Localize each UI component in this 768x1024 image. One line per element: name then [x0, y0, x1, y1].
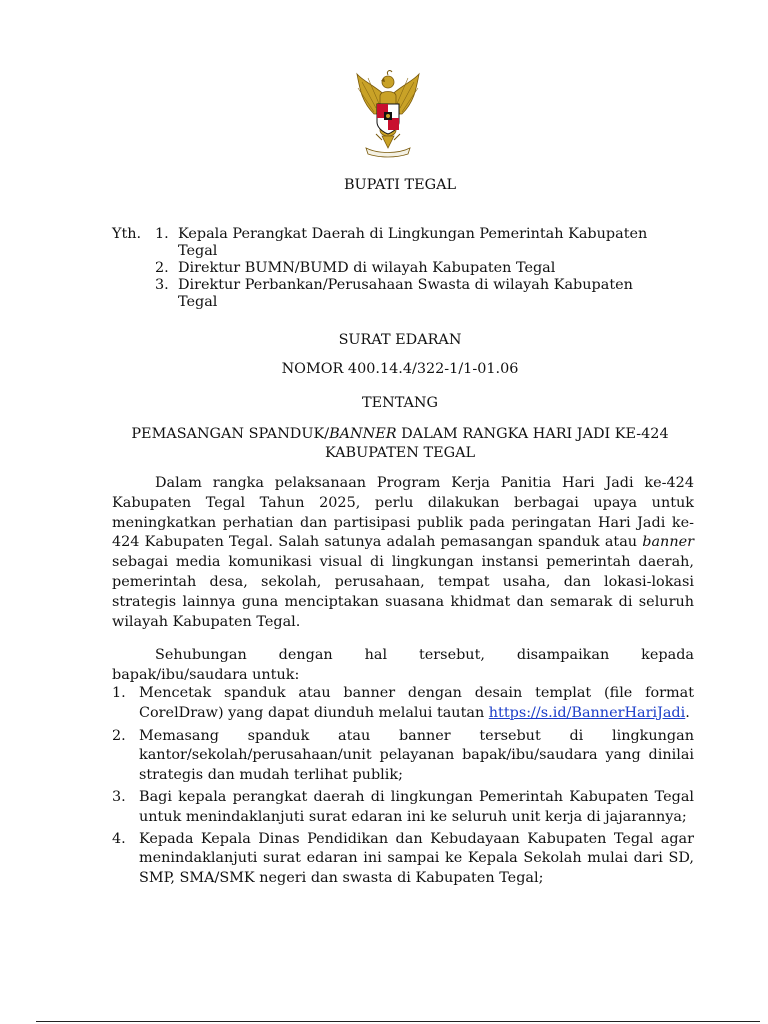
addressee-number: 2. — [155, 260, 169, 276]
paragraph2-line-1: Sehubungan dengan hal tersebut, disampaikan kepada — [155, 647, 694, 663]
paragraph1-part-b: sebagai media komunikasi visual di lingkungan instansi pemerintah daerah, pemerintah desa, sekolah, perusahaan, tempat usaha, dan lokasi-lokasi strategis lainnya guna menciptakan suasana khidmat dan semarak di seluruh wilayah Kabupaten Tegal. — [112, 554, 694, 630]
instruction-item — [112, 788, 694, 828]
addressee-text: Kepala Perangkat Daerah di Lingkungan Pemerintah Kabupaten Tegal — [178, 226, 648, 259]
instruction-number: 1. — [112, 685, 126, 701]
instruction-text: Memasang spanduk atau banner tersebut di lingkungan kantor/sekolah/perusahaan/unit pelayanan bapak/ibu/saudara yang dinilai strategis dan mudah terlihat publik; — [139, 727, 694, 784]
document-type: SURAT EDARAN — [338, 332, 462, 348]
document-subject — [80, 425, 720, 463]
instruction-list — [112, 684, 694, 889]
addressee-list — [155, 226, 675, 311]
instruction-number: 4. — [112, 830, 126, 847]
subject-italic: BANNER — [329, 426, 397, 442]
addressee-item — [155, 260, 675, 277]
addressee-text: Direktur BUMN/BUMD di wilayah Kabupaten Tegal — [178, 260, 556, 276]
document-number: NOMOR 400.14.4/322-1/1-01.06 — [281, 361, 519, 377]
paragraph1-italic: banner — [642, 534, 694, 551]
instruction-item — [112, 684, 694, 724]
banner-download-link[interactable]: https://s.id/BannerHariJadi — [488, 704, 686, 721]
instruction-text: Mencetak spanduk atau banner dengan desain templat (file format CorelDraw) yang dapat diunduh melalui tautan — [139, 685, 694, 721]
instruction-text: Kepada Kepala Dinas Pendidikan dan Kebudayaan Kabupaten Tegal agar menindaklanjuti surat edaran ini sampai ke Kepala Sekolah mulai dari SD, SMP, SMA/SMK negeri dan swasta di Kabupaten Tegal; — [139, 830, 694, 887]
garuda-pancasila-emblem-icon — [354, 68, 422, 158]
addressee-text: Direktur Perbankan/Perusahaan Swasta di wilayah Kabupaten Tegal — [178, 277, 633, 310]
about-label: TENTANG — [362, 395, 438, 411]
instruction-text-end: . — [685, 704, 690, 721]
instruction-item — [112, 830, 694, 889]
instruction-number: 2. — [112, 727, 126, 744]
addressee-number: 3. — [155, 277, 169, 293]
subject-line-2: KABUPATEN TEGAL — [324, 445, 476, 461]
issuer-title: BUPATI TEGAL — [343, 177, 457, 193]
paragraph2-line-2: bapak/ibu/saudara untuk: — [112, 666, 300, 683]
instruction-number: 3. — [112, 788, 126, 805]
instruction-text: Bagi kepala perangkat daerah di lingkungan Pemerintah Kabupaten Tegal untuk menindaklanjuti surat edaran ini ke seluruh unit kerja di jajarannya; — [139, 788, 694, 825]
addressee-number: 1. — [155, 226, 169, 242]
addressee-item — [155, 277, 675, 311]
subject-suffix: DALAM RANGKA HARI JADI KE-424 — [396, 426, 669, 442]
instruction-item — [112, 727, 694, 786]
body-paragraph-1 — [112, 474, 694, 632]
addressee-label: Yth. — [112, 226, 142, 242]
subject-prefix: PEMASANGAN SPANDUK/ — [131, 426, 330, 442]
paragraph1-part-a: Dalam rangka pelaksanaan Program Kerja Panitia Hari Jadi ke-424 Kabupaten Tegal Tahun 2025, perlu dilakukan berbagai upaya untuk meningkatkan perhatian dan partisipasi publik pada peringatan Hari Jadi ke-424 Kabupaten Tegal. Salah satunya adalah pemasangan spanduk atau — [112, 475, 694, 551]
addressee-item — [155, 226, 675, 260]
body-paragraph-2 — [112, 646, 694, 686]
page-bottom-divider — [36, 1021, 760, 1022]
